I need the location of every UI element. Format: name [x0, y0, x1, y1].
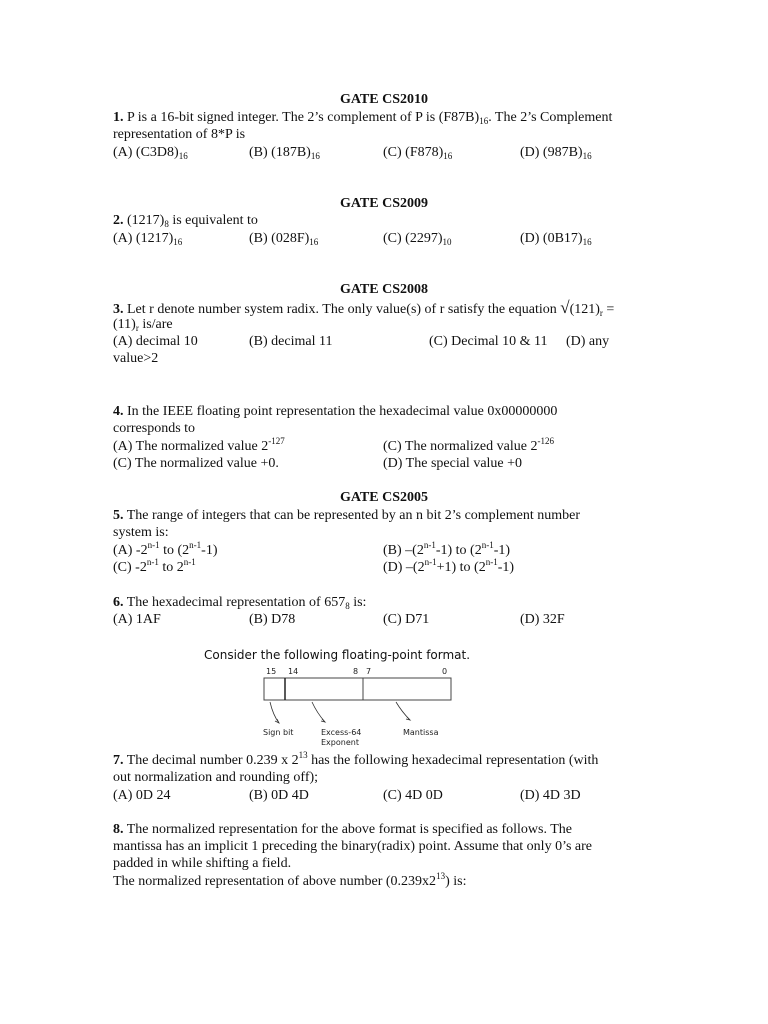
q6-option-b: (B) D78: [249, 612, 296, 627]
q5-c-sup2: n-1: [183, 557, 196, 567]
q2-b-sub: 16: [309, 237, 319, 247]
q3-number: 3.: [113, 302, 124, 317]
q2-text-a: (1217): [123, 213, 165, 228]
q8-line2: mantissa has an implicit 1 preceding the binary(radix) point. Assume that only 0’s are: [113, 839, 593, 854]
sqrt-symbol: √: [560, 298, 570, 317]
q5-c-sup1: n-1: [146, 557, 159, 567]
q3-option-d-cont: value>2: [113, 351, 159, 366]
q2-c-text: (C) (2297): [383, 231, 443, 246]
q5-b-2: -1) to (2: [435, 543, 482, 558]
q3-option-d: (D) any: [566, 334, 610, 349]
q5-a-2: to (2: [159, 543, 190, 558]
q5-d-3: -1): [497, 560, 515, 575]
q2-a-sub: 16: [173, 237, 183, 247]
heading-gate-cs2005: GATE CS2005: [339, 490, 429, 505]
q7-option-d: (D) 4D 3D: [520, 788, 581, 803]
q7-line2: out normalization and rounding off);: [113, 770, 319, 785]
q8-l4-a: The normalized representation of above number (0.239x2: [113, 874, 437, 889]
q5-d-1: (D) –(2: [383, 560, 425, 575]
q6-option-c: (C) D71: [383, 612, 430, 627]
q2-d-sub: 16: [582, 237, 592, 247]
q5-d-2: +1) to (2: [436, 560, 486, 575]
q1-text-b: . The 2’s Complement: [488, 110, 613, 125]
q5-line2: system is:: [113, 525, 169, 540]
q4-text: In the IEEE floating point representation the hexadecimal value 0x00000000: [123, 404, 558, 419]
q5-number: 5.: [113, 508, 124, 523]
q5-b-sup1: n-1: [423, 540, 436, 550]
q5-a-sup1: n-1: [147, 540, 160, 550]
q8-l4-sup: 13: [436, 871, 446, 881]
q2-c-sub: 10: [442, 237, 452, 247]
q6-option-a: (A) 1AF: [113, 612, 161, 627]
q7-option-b: (B) 0D 4D: [249, 788, 309, 803]
q1-sub: 16: [479, 116, 489, 126]
q7-text-b: has the following hexadecimal representation (with: [307, 753, 599, 768]
q4-number: 4.: [113, 404, 124, 419]
q4-option-d: (D) The special value +0: [383, 456, 523, 471]
heading-gate-cs2010: GATE CS2010: [339, 92, 429, 107]
q2-a-text: (A) (1217): [113, 231, 174, 246]
exponent-label: Exponent: [321, 738, 359, 747]
q2-b-text: (B) (028F): [249, 231, 310, 246]
q5-d-sup1: n-1: [424, 557, 437, 567]
q5-text: The range of integers that can be represented by an n bit 2’s complement number: [123, 508, 581, 523]
q3-text-a: Let r denote number system radix. The only value(s) of r satisfy the equation: [123, 302, 561, 317]
q6-text-b: is:: [349, 595, 367, 610]
q3-text-b: (121): [569, 302, 600, 317]
q7-option-c: (C) 4D 0D: [383, 788, 443, 803]
q3-option-c: (C) Decimal 10 & 11: [429, 334, 548, 349]
q7-sup: 13: [298, 750, 308, 760]
q6-sub: 8: [345, 601, 350, 611]
q6-number: 6.: [113, 595, 124, 610]
q5-c-2: to 2: [158, 560, 184, 575]
q8-line3: padded in while shifting a field.: [113, 856, 292, 871]
q5-a-sup2: n-1: [189, 540, 202, 550]
q8-line1: [113, 822, 572, 838]
q3-option-b: (B) decimal 11: [249, 334, 333, 349]
q3-option-a: (A) decimal 10: [113, 334, 198, 349]
mantissa-label: Mantissa: [403, 728, 439, 737]
bit-14-label: 14: [288, 667, 299, 676]
q1-text-a: P is a 16-bit signed integer. The 2’s complement of P is (F87B): [123, 110, 480, 125]
exp-arrow: [312, 702, 325, 722]
q7-number: 7.: [113, 753, 124, 768]
mantissa-arrow-head: [406, 717, 410, 720]
q3-text-c: =: [602, 302, 615, 317]
q7-line1: [113, 750, 599, 769]
excess-64-label: Excess-64: [321, 728, 362, 737]
q5-a-1: (A) -2: [113, 543, 148, 558]
q1-c-sub: 16: [443, 151, 453, 161]
q2-number: 2.: [113, 213, 124, 228]
q2-sub: 8: [164, 219, 169, 229]
q1-b-sub: 16: [310, 151, 320, 161]
q1-a-sub: 16: [178, 151, 188, 161]
q2-text-b: is equivalent to: [168, 213, 258, 228]
q8-text-1: The normalized representation for the above format is specified as follows. The: [123, 822, 572, 837]
q5-b-1: (B) –(2: [383, 543, 424, 558]
q1-c-text: (C) (F878): [383, 145, 444, 160]
q6-text-a: The hexadecimal representation of 657: [123, 595, 346, 610]
q1-number: 1.: [113, 110, 124, 125]
q7-option-a: (A) 0D 24: [113, 788, 171, 803]
q8-line4: [113, 871, 467, 890]
q3-l2-a: (11): [113, 317, 136, 332]
q3-l2-b: is/are: [138, 317, 173, 332]
q1-line2: representation of 8*P is: [113, 127, 246, 142]
q5-b-sup2: n-1: [481, 540, 494, 550]
q3-sub: r: [599, 308, 603, 318]
mantissa-arrow: [396, 702, 410, 720]
q4-c1-text: (C) The normalized value 2: [383, 439, 538, 454]
q1-d-text: (D) (987B): [520, 145, 583, 160]
q4-a-sup: -127: [268, 436, 285, 446]
q5-c-1: (C) -2: [113, 560, 147, 575]
sign-bit-label: Sign bit: [263, 728, 294, 737]
q5-d-sup2: n-1: [485, 557, 498, 567]
q1-b-text: (B) (187B): [249, 145, 311, 160]
figure-caption: Consider the following floating-point format.: [204, 648, 471, 662]
q4-line2: corresponds to: [113, 421, 196, 436]
q8-number: 8.: [113, 822, 124, 837]
bit-7-label: 7: [366, 667, 372, 676]
q1-a-text: (A) (C3D8): [113, 145, 179, 160]
bit-15-label: 15: [266, 667, 277, 676]
q8-l4-b: ) is:: [445, 874, 467, 889]
q4-option-c2: (C) The normalized value +0.: [113, 456, 279, 471]
q5-a-3: -1): [201, 543, 218, 558]
q4-a-text: (A) The normalized value 2: [113, 439, 269, 454]
q7-text-a: The decimal number 0.239 x 2: [123, 753, 299, 768]
format-box: [264, 678, 451, 700]
q6-option-d: (D) 32F: [520, 612, 565, 627]
bit-8-label: 8: [353, 667, 359, 676]
q3-l2-sub: r: [135, 323, 139, 333]
q5-b-3: -1): [493, 543, 511, 558]
bit-0-label: 0: [442, 667, 448, 676]
q4-c1-sup: -126: [537, 436, 554, 446]
exp-arrow-head: [321, 719, 325, 722]
sign-arrow-head: [275, 719, 279, 723]
heading-gate-cs2008: GATE CS2008: [339, 282, 429, 297]
q2-d-text: (D) (0B17): [520, 231, 583, 246]
heading-gate-cs2009: GATE CS2009: [339, 196, 429, 211]
q1-d-sub: 16: [582, 151, 592, 161]
